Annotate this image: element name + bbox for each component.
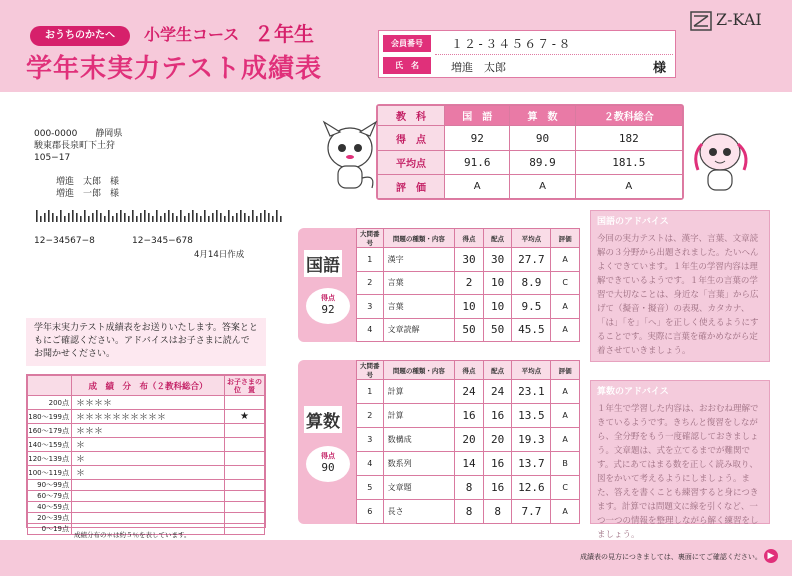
distribution-range: 90〜99点 <box>28 480 72 491</box>
detail-type: 言葉 <box>383 295 455 319</box>
barcode-bar <box>144 210 146 222</box>
detail-score: 8 <box>455 476 484 500</box>
detail-header: 配点 <box>483 229 512 248</box>
advice-kokugo <box>590 210 770 362</box>
barcode-bar <box>52 213 54 222</box>
issue-date: 4月14日作成 <box>194 250 245 260</box>
barcode-bar <box>276 210 278 222</box>
postal-barcode <box>36 210 286 222</box>
distribution-mark <box>225 396 265 410</box>
customer-code-1: 12−34567−8 <box>34 236 95 246</box>
sansu-name: 算数 <box>304 406 342 433</box>
distribution-row <box>28 424 265 438</box>
detail-score: 8 <box>455 500 484 524</box>
detail-row <box>357 248 580 272</box>
advice-sansu-text: １年生で学習した内容は、おおむね理解できているようです。きちんと復習をしながら、全分野をもう一度確認しておきましょう。文章題は、式を立てるまでが難関です。式にあてはまる数を正しく読み取り、図をかいて考えるようにしましょう。また、答えを書くことも練習すると身につきます。計算では問題文に線を引くなど、一つ一つの情報を整理しながら解く練習をしましょう。 <box>597 404 759 540</box>
detail-score: 16 <box>455 404 484 428</box>
detail-max: 20 <box>483 428 512 452</box>
detail-header: 大問番号 <box>357 229 384 248</box>
detail-grade: A <box>551 380 580 404</box>
distribution-mark: ★ <box>225 410 265 424</box>
barcode-bar <box>236 213 238 222</box>
barcode-bar <box>64 216 66 222</box>
barcode-bar <box>140 213 142 222</box>
summary-header: ２教科総合 <box>575 106 682 126</box>
detail-no: 2 <box>357 271 384 295</box>
barcode-bar <box>260 213 262 222</box>
detail-avg: 45.5 <box>512 318 551 342</box>
distribution-range: 140〜159点 <box>28 438 72 452</box>
member-honorific: 様 <box>653 61 667 76</box>
summary-header: 教 科 <box>378 106 445 126</box>
detail-row <box>357 500 580 524</box>
detail-header: 平均点 <box>512 361 551 380</box>
barcode-bar <box>240 210 242 222</box>
address-line: 105−17 <box>34 153 71 163</box>
detail-avg: 13.5 <box>512 404 551 428</box>
detail-row <box>357 271 580 295</box>
barcode-bar <box>184 216 186 222</box>
detail-grade: A <box>551 295 580 319</box>
detail-row <box>357 295 580 319</box>
detail-grade: C <box>551 476 580 500</box>
detail-header-row <box>357 361 580 380</box>
detail-max: 24 <box>483 380 512 404</box>
detail-grade: B <box>551 452 580 476</box>
barcode-bar <box>68 213 70 222</box>
detail-type: 長さ <box>383 500 455 524</box>
detail-header: 得点 <box>455 229 484 248</box>
barcode-bar <box>248 216 250 222</box>
detail-score: 30 <box>455 248 484 272</box>
mascot-left-icon <box>322 118 378 194</box>
barcode-bar <box>272 216 274 222</box>
summary-cell: 89.9 <box>510 150 575 174</box>
barcode-bar <box>156 210 158 222</box>
detail-no: 2 <box>357 404 384 428</box>
barcode-bar <box>204 210 206 222</box>
distribution-stars: ＊ <box>72 452 225 466</box>
detail-header: 評価 <box>551 361 580 380</box>
distribution-table <box>27 375 265 535</box>
distribution-mark <box>225 452 265 466</box>
summary-cell: A <box>575 174 682 198</box>
detail-avg: 8.9 <box>512 271 551 295</box>
barcode-bar <box>180 210 182 222</box>
barcode-bar <box>136 216 138 222</box>
arrow-right-icon: ▶ <box>764 549 778 563</box>
barcode-bar <box>124 213 126 222</box>
distribution-stars: ＊ <box>72 438 225 452</box>
distribution-mark <box>225 424 265 438</box>
barcode-bar <box>192 210 194 222</box>
detail-max: 10 <box>483 295 512 319</box>
kokugo-panel <box>298 228 580 342</box>
barcode-bar <box>228 210 230 222</box>
detail-row <box>357 318 580 342</box>
barcode-bar <box>164 213 166 222</box>
detail-score: 10 <box>455 295 484 319</box>
sansu-score-label: 得点 <box>321 452 335 460</box>
summary-row-label: 得 点 <box>378 126 445 150</box>
member-id-value: １２‐３４５６７‐８ <box>451 37 572 51</box>
detail-score: 20 <box>455 428 484 452</box>
detail-score: 24 <box>455 380 484 404</box>
summary-table <box>377 105 683 199</box>
detail-header: 問題の種類・内容 <box>383 229 455 248</box>
detail-score: 14 <box>455 452 484 476</box>
barcode-bar <box>44 213 46 222</box>
detail-avg: 9.5 <box>512 295 551 319</box>
distribution-mark <box>225 480 265 491</box>
detail-max: 50 <box>483 318 512 342</box>
barcode-bar <box>264 210 266 222</box>
detail-header: 問題の種類・内容 <box>383 361 455 380</box>
barcode-bar <box>104 216 106 222</box>
distribution-mark <box>225 466 265 480</box>
barcode-bar <box>172 213 174 222</box>
distribution-range: 0〜19点 <box>28 524 72 535</box>
member-id-label: 会員番号 <box>383 35 431 52</box>
detail-type: 計算 <box>383 380 455 404</box>
detail-type: 漢字 <box>383 248 455 272</box>
barcode-bar <box>244 213 246 222</box>
detail-no: 4 <box>357 318 384 342</box>
barcode-bar <box>200 216 202 222</box>
detail-no: 6 <box>357 500 384 524</box>
sansu-panel <box>298 360 580 524</box>
barcode-bar <box>120 210 122 222</box>
barcode-bar <box>92 213 94 222</box>
detail-avg: 27.7 <box>512 248 551 272</box>
logo-text: Z-KAI <box>716 10 762 29</box>
distribution-mark <box>225 513 265 524</box>
barcode-bar <box>212 213 214 222</box>
detail-type: 文章読解 <box>383 318 455 342</box>
recipient-line: 増進 太郎 様 <box>56 177 120 187</box>
detail-row <box>357 476 580 500</box>
summary-cell: A <box>510 174 575 198</box>
barcode-bar <box>56 216 58 222</box>
barcode-bar <box>108 210 110 222</box>
distribution-row <box>28 480 265 491</box>
barcode-bar <box>132 210 134 222</box>
detail-no: 3 <box>357 428 384 452</box>
barcode-bar <box>196 213 198 222</box>
zkai-logo-icon <box>690 11 712 31</box>
address-block <box>34 128 122 164</box>
page-title: 学年末実力テスト成績表 <box>26 54 322 84</box>
sansu-score-circle <box>306 446 350 482</box>
distribution-position-header: お子さまの位 置 <box>225 376 265 396</box>
barcode-bar <box>176 216 178 222</box>
mascot-right-icon <box>690 124 752 196</box>
barcode-bar <box>88 216 90 222</box>
distribution-range: 60〜79点 <box>28 491 72 502</box>
distribution-range: 20〜39点 <box>28 513 72 524</box>
detail-header: 配点 <box>483 361 512 380</box>
detail-avg: 12.6 <box>512 476 551 500</box>
barcode-bar <box>84 210 86 222</box>
summary-header: 国 語 <box>445 106 510 126</box>
barcode-bar <box>208 216 210 222</box>
summary-panel <box>376 104 684 200</box>
barcode-bar <box>152 216 154 222</box>
detail-avg: 13.7 <box>512 452 551 476</box>
detail-row <box>357 380 580 404</box>
recipient-line: 増進 一郎 様 <box>56 189 120 199</box>
kokugo-name: 国語 <box>304 250 342 277</box>
member-name-label: 氏 名 <box>383 57 431 74</box>
address-line: 駿東郡長泉町下土狩 <box>34 141 116 151</box>
detail-avg: 7.7 <box>512 500 551 524</box>
kokugo-score-label: 得点 <box>321 294 335 302</box>
advice-sansu <box>590 380 770 540</box>
summary-cell: 182 <box>575 126 682 150</box>
advice-kokugo-text: 今回の実力テストは、漢字、言葉、文章読解の３分野から出題されました。たいへんよくできています。１年生の学習内容は理解できているようです。１年生の言葉の学習で大切なことは、身近な「言葉」から広げて（擬音・擬音）の表現、カタカナ、「は」「を」「へ」を正しく使えるようにすることです。実際に言葉を確かめながら定着させていきましょう。 <box>597 234 759 356</box>
detail-max: 16 <box>483 404 512 428</box>
barcode-bar <box>188 213 190 222</box>
detail-header: 得点 <box>455 361 484 380</box>
recipient-block <box>56 176 119 200</box>
detail-max: 30 <box>483 248 512 272</box>
distribution-corner <box>28 376 72 396</box>
barcode-bar <box>224 216 226 222</box>
barcode-bar <box>160 216 162 222</box>
message-box: 学年末実力テスト成績表をお送りいたします。答案とともにご確認ください。アドバイスはお子さまに読んでお聞かせください。 <box>26 318 266 366</box>
distribution-stars: ＊ <box>72 466 225 480</box>
distribution-note: 成績分布の＊は約５％を表しています。 <box>74 531 191 539</box>
member-box <box>378 30 676 78</box>
detail-header: 評価 <box>551 229 580 248</box>
detail-grade: A <box>551 318 580 342</box>
header-badge: おうちのかたへ <box>30 26 130 46</box>
sansu-table <box>356 360 580 524</box>
barcode-bar <box>252 210 254 222</box>
distribution-row <box>28 410 265 424</box>
detail-no: 3 <box>357 295 384 319</box>
distribution-mark <box>225 438 265 452</box>
distribution-range: 160〜179点 <box>28 424 72 438</box>
distribution-stars: ＊＊＊＊＊＊＊＊＊＊ <box>72 410 225 424</box>
summary-row-label: 平均点 <box>378 150 445 174</box>
distribution-stars: ＊＊＊＊ <box>72 396 225 410</box>
detail-row <box>357 428 580 452</box>
barcode-bar <box>96 210 98 222</box>
distribution-mark <box>225 491 265 502</box>
detail-type: 数系列 <box>383 452 455 476</box>
detail-score: 50 <box>455 318 484 342</box>
detail-max: 10 <box>483 271 512 295</box>
detail-avg: 23.1 <box>512 380 551 404</box>
barcode-bar <box>168 210 170 222</box>
barcode-bar <box>256 216 258 222</box>
detail-max: 16 <box>483 476 512 500</box>
barcode-bar <box>220 213 222 222</box>
barcode-bar <box>280 216 282 222</box>
detail-type: 言葉 <box>383 271 455 295</box>
detail-no: 1 <box>357 380 384 404</box>
distribution-title: 成 績 分 布（２教科総合） <box>72 376 225 396</box>
customer-code-2: 12−345−678 <box>132 236 193 246</box>
kokugo-table <box>356 228 580 342</box>
detail-no: 1 <box>357 248 384 272</box>
barcode-bar <box>100 213 102 222</box>
detail-type: 文章題 <box>383 476 455 500</box>
summary-header: 算 数 <box>510 106 575 126</box>
distribution-range: 40〜59点 <box>28 502 72 513</box>
grade-label: ２年生 <box>254 22 314 46</box>
summary-cell: 90 <box>510 126 575 150</box>
advice-kokugo-title: 国語のアドバイス <box>597 217 669 227</box>
distribution-range: 120〜139点 <box>28 452 72 466</box>
distribution-row <box>28 491 265 502</box>
sansu-score: 90 <box>321 461 335 474</box>
distribution-mark <box>225 524 265 535</box>
zkai-logo <box>690 10 780 32</box>
barcode-bar <box>116 213 118 222</box>
distribution-stars <box>72 502 225 513</box>
barcode-bar <box>112 216 114 222</box>
detail-avg: 19.3 <box>512 428 551 452</box>
detail-header: 平均点 <box>512 229 551 248</box>
barcode-bar <box>76 213 78 222</box>
barcode-bar <box>36 210 38 222</box>
detail-grade: A <box>551 500 580 524</box>
detail-row <box>357 404 580 428</box>
sansu-side <box>298 360 356 524</box>
detail-row <box>357 452 580 476</box>
distribution-row <box>28 438 265 452</box>
summary-cell: 92 <box>445 126 510 150</box>
distribution-mark <box>225 502 265 513</box>
distribution-stars <box>72 491 225 502</box>
distribution-row <box>28 502 265 513</box>
address-line: 000-0000 静岡県 <box>34 129 123 139</box>
barcode-bar <box>232 216 234 222</box>
kokugo-score-circle <box>306 288 350 324</box>
barcode-bar <box>80 216 82 222</box>
distribution-row <box>28 452 265 466</box>
distribution-range: 180〜199点 <box>28 410 72 424</box>
barcode-bar <box>60 210 62 222</box>
detail-grade: A <box>551 404 580 428</box>
distribution-panel <box>26 374 266 533</box>
summary-row-label: 評 価 <box>378 174 445 198</box>
barcode-bar <box>128 216 130 222</box>
barcode-bar <box>148 213 150 222</box>
detail-grade: A <box>551 248 580 272</box>
summary-cell: 181.5 <box>575 150 682 174</box>
distribution-row <box>28 396 265 410</box>
detail-max: 16 <box>483 452 512 476</box>
distribution-range: 200点 <box>28 396 72 410</box>
summary-cell: A <box>445 174 510 198</box>
detail-no: 5 <box>357 476 384 500</box>
course-label: 小学生コース <box>144 25 240 44</box>
detail-max: 8 <box>483 500 512 524</box>
distribution-row <box>28 466 265 480</box>
barcode-bar <box>72 210 74 222</box>
kokugo-side <box>298 228 356 342</box>
detail-score: 2 <box>455 271 484 295</box>
detail-grade: A <box>551 428 580 452</box>
distribution-stars <box>72 480 225 491</box>
member-name-value: 増進 太郎 <box>451 61 506 74</box>
footer-text: 成績表の見方につきましては、裏面にてご確認ください。 <box>580 553 762 561</box>
barcode-bar <box>216 210 218 222</box>
detail-header: 大問番号 <box>357 361 384 380</box>
kokugo-score: 92 <box>321 303 335 316</box>
distribution-row <box>28 513 265 524</box>
barcode-bar <box>48 210 50 222</box>
barcode-bar <box>40 216 42 222</box>
detail-header-row <box>357 229 580 248</box>
summary-cell: 91.6 <box>445 150 510 174</box>
distribution-stars: ＊＊＊ <box>72 424 225 438</box>
barcode-bar <box>268 213 270 222</box>
distribution-stars <box>72 513 225 524</box>
distribution-range: 100〜119点 <box>28 466 72 480</box>
detail-type: 数構成 <box>383 428 455 452</box>
advice-sansu-title: 算数のアドバイス <box>597 387 669 397</box>
detail-grade: C <box>551 271 580 295</box>
detail-no: 4 <box>357 452 384 476</box>
detail-type: 計算 <box>383 404 455 428</box>
